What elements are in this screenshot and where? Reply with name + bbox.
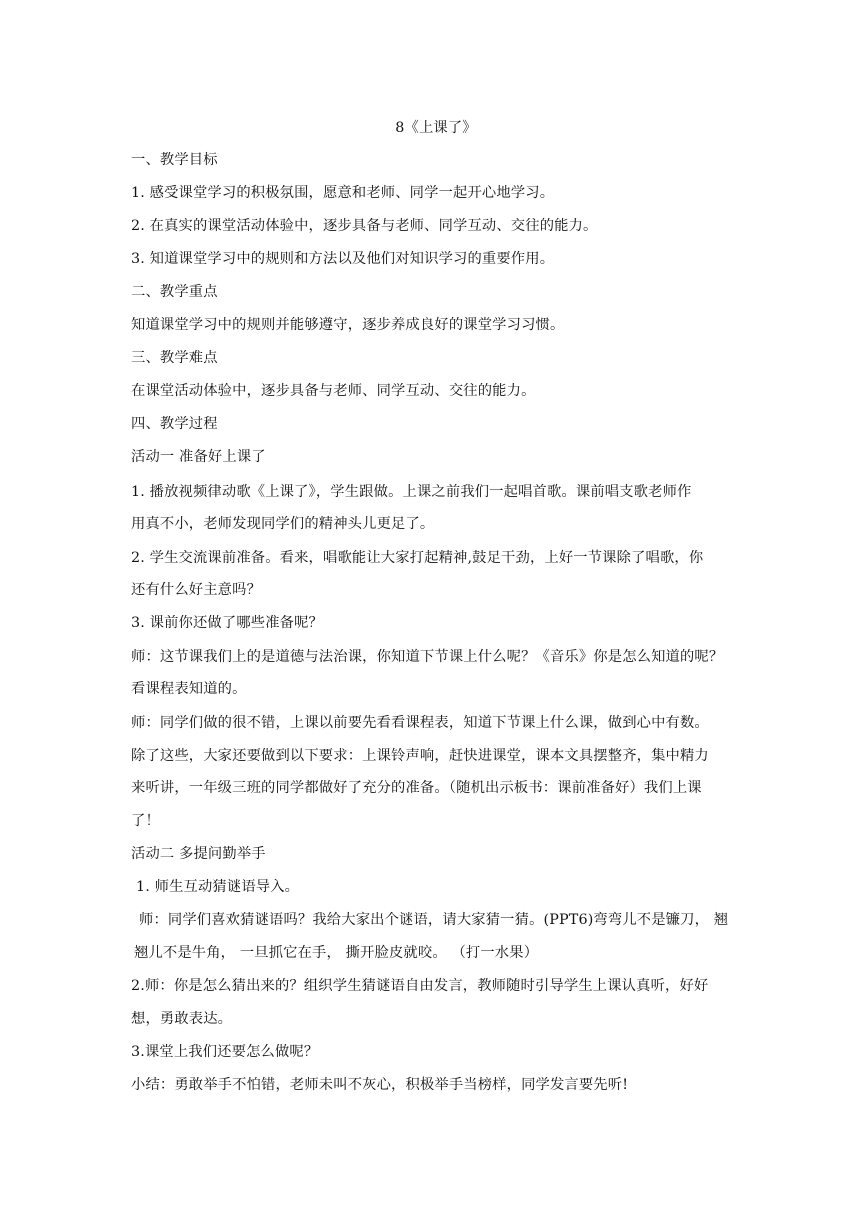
paragraph-line: 翘儿不是牛角， 一旦抓它在手， 撕开脸皮就咬。 （打一水果） bbox=[134, 945, 539, 961]
paragraph-line: 3. 课前你还做了哪些准备呢？ bbox=[131, 615, 323, 631]
paragraph-line: 用真不小，老师发现同学们的精神头儿更足了。 bbox=[131, 516, 435, 532]
objective-2: 2. 在真实的课堂活动体验中，逐步具备与老师、同学互动、交往的能力。 bbox=[131, 218, 598, 234]
paragraph-line: 了！ bbox=[131, 813, 160, 829]
document-title: 8《上课了》 bbox=[395, 120, 477, 136]
activity-1-heading: 活动一 准备好上课了 bbox=[131, 449, 266, 465]
paragraph-line: 想，勇敢表达。 bbox=[131, 1011, 233, 1027]
difficulties-text: 在课堂活动体验中，逐步具备与老师、同学互动、交往的能力。 bbox=[131, 383, 536, 399]
section-heading-process: 四、教学过程 bbox=[131, 416, 218, 432]
summary-line: 小结：勇敢举手不怕错，老师未叫不灰心，积极举手当榜样，同学发言要先听! bbox=[131, 1077, 629, 1093]
objective-1: 1. 感受课堂学习的积极氛围，愿意和老师、同学一起开心地学习。 bbox=[131, 185, 555, 201]
paragraph-line: 还有什么好主意吗？ bbox=[131, 582, 262, 598]
paragraph-line: 1. 播放视频律动歌《上课了》，学生跟做。上课之前我们一起唱首歌。课前唱支歌老师作 bbox=[131, 484, 692, 500]
paragraph-line: 2. 学生交流课前准备。看来，唱歌能让大家打起精神,鼓足干劲，上好一节课除了唱歌，你 bbox=[131, 550, 704, 566]
paragraph-line: 3.课堂上我们还要怎么做呢？ bbox=[131, 1044, 319, 1060]
paragraph-line: 1. 师生互动猜谜语导入。 bbox=[136, 879, 300, 895]
paragraph-line: 看课程表知道的。 bbox=[131, 681, 247, 697]
section-heading-objectives: 一、教学目标 bbox=[131, 152, 218, 168]
objective-3: 3. 知道课堂学习中的规则和方法以及他们对知识学习的重要作用。 bbox=[131, 251, 555, 267]
activity-2-heading: 活动二 多提问勤举手 bbox=[131, 846, 266, 862]
paragraph-line: 来听讲，一年级三班的同学都做好了充分的准备。（随机出示板书：课前准备好）我们上课 bbox=[131, 780, 702, 796]
key-points-text: 知道课堂学习中的规则并能够遵守，逐步养成良好的课堂学习习惯。 bbox=[131, 317, 565, 333]
paragraph-line: 2.师：你是怎么猜出来的？组织学生猜谜语自由发言，教师随时引导学生上课认真听，好好 bbox=[131, 978, 709, 994]
section-heading-difficulties: 三、教学难点 bbox=[131, 350, 218, 366]
paragraph-line: 师：这节课我们上的是道德与法治课，你知道下节课上什么呢？《音乐》你是怎么知道的呢？ bbox=[131, 649, 724, 665]
paragraph-line: 师：同学们喜欢猜谜语吗？我给大家出个谜语，请大家猜一猜。(PPT6)弯弯儿不是镰刀， 翘 bbox=[139, 912, 729, 928]
section-heading-key-points: 二、教学重点 bbox=[131, 284, 218, 300]
paragraph-line: 师：同学们做的很不错，上课以前要先看看课程表，知道下节课上什么课，做到心中有数。 bbox=[131, 715, 709, 731]
paragraph-line: 除了这些，大家还要做到以下要求：上课铃声响，赶快进课堂，课本文具摆整齐，集中精力 bbox=[131, 748, 709, 764]
